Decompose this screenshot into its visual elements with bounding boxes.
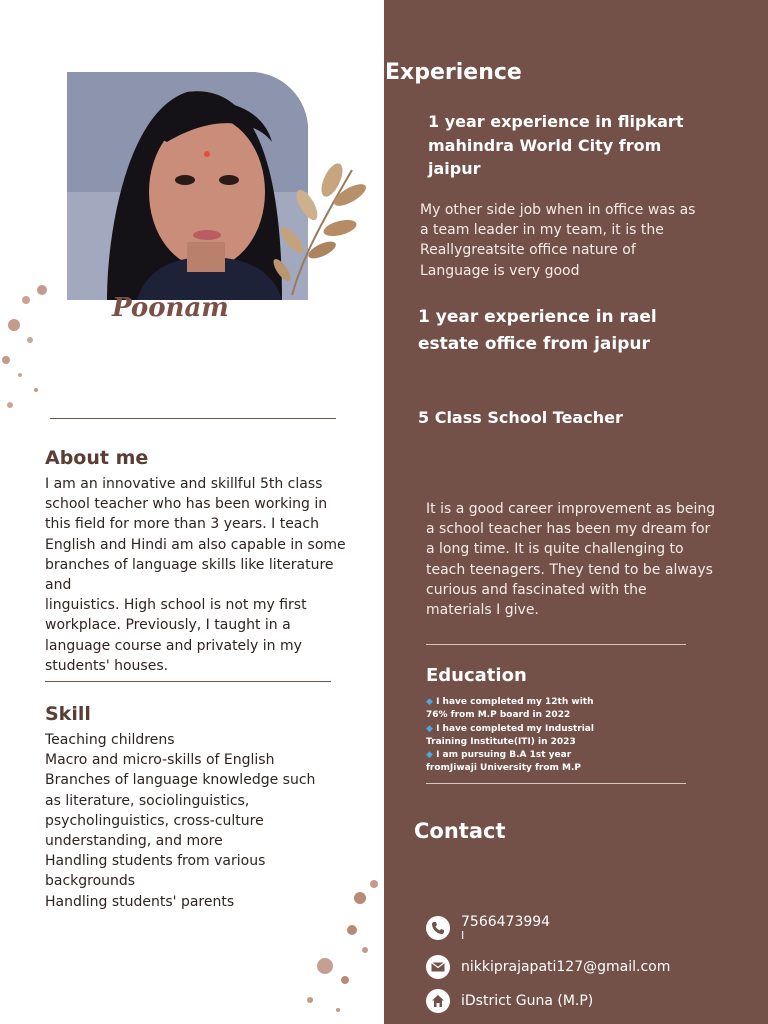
job-2-title: 1 year experience in rael estate office from jaipur (418, 307, 657, 354)
bullet-icon: ◆ (426, 750, 437, 761)
contact-phone[interactable] (426, 914, 550, 942)
about-text: I am an innovative and skillful 5th class school teacher who has been working in this field for more than 3 years. I teach English and Hindi am also capable in some branches of language skills like literature and linguistics. High school is not my first workplace. Previously, I taught in a language course and privately in my students' houses. (45, 476, 346, 674)
email-icon (426, 955, 450, 979)
job-3-description: It is a good career improvement as being a school teacher has been my dream for a long time. It is quite challenging to teach teenagers. They tend to be always curious and fascinated with the materials I give. (426, 501, 716, 619)
contact-address[interactable] (426, 989, 593, 1013)
address: iDstrict Guna (M.P) (461, 993, 594, 1009)
experience-heading: Experience (385, 60, 522, 85)
skill-text: Teaching childrens Macro and micro-skills of English Branches of language knowledge such as literature, sociolinguistics, psycholinguistics, cross-culture understanding, and more Handling students from various backgrounds Handling students' parents (45, 732, 316, 910)
phone-icon (426, 916, 450, 940)
divider (45, 681, 331, 682)
job-1-description: My other side job when in office was as a team leader in my team, it is the Reallygreatsite office nature of Language is very good (420, 202, 696, 279)
skill-heading: Skill (45, 703, 91, 725)
profile-name: Poonam (112, 293, 229, 323)
job-3-title: 5 Class School Teacher (418, 408, 623, 427)
leaf-decoration (262, 150, 382, 304)
contact-email[interactable] (426, 955, 670, 979)
divider (426, 644, 686, 645)
phone-number: 7566473994 (461, 914, 551, 930)
education-heading: Education (426, 665, 527, 686)
bullet-icon: ◆ (426, 723, 437, 734)
separator: I (461, 929, 465, 942)
home-icon (426, 989, 450, 1013)
email-address: nikkiprajapati127@gmail.com (461, 959, 671, 975)
about-heading: About me (45, 447, 149, 469)
divider (426, 783, 686, 784)
job-1-title: 1 year experience in flipkart mahindra World City from jaipur (428, 112, 684, 178)
education-list: ◆ I have completed my 12th with 76% from M.P board in 2022 ◆ I have completed my Industrial Training Institute(ITI) in 2023 ◆ I am pursuing B.A 1st year fromJiwaji University from M.P (426, 697, 594, 774)
paint-splash-decoration (0, 280, 60, 420)
divider (50, 418, 336, 419)
contact-heading: Contact (414, 819, 506, 843)
bullet-icon: ◆ (426, 697, 437, 707)
